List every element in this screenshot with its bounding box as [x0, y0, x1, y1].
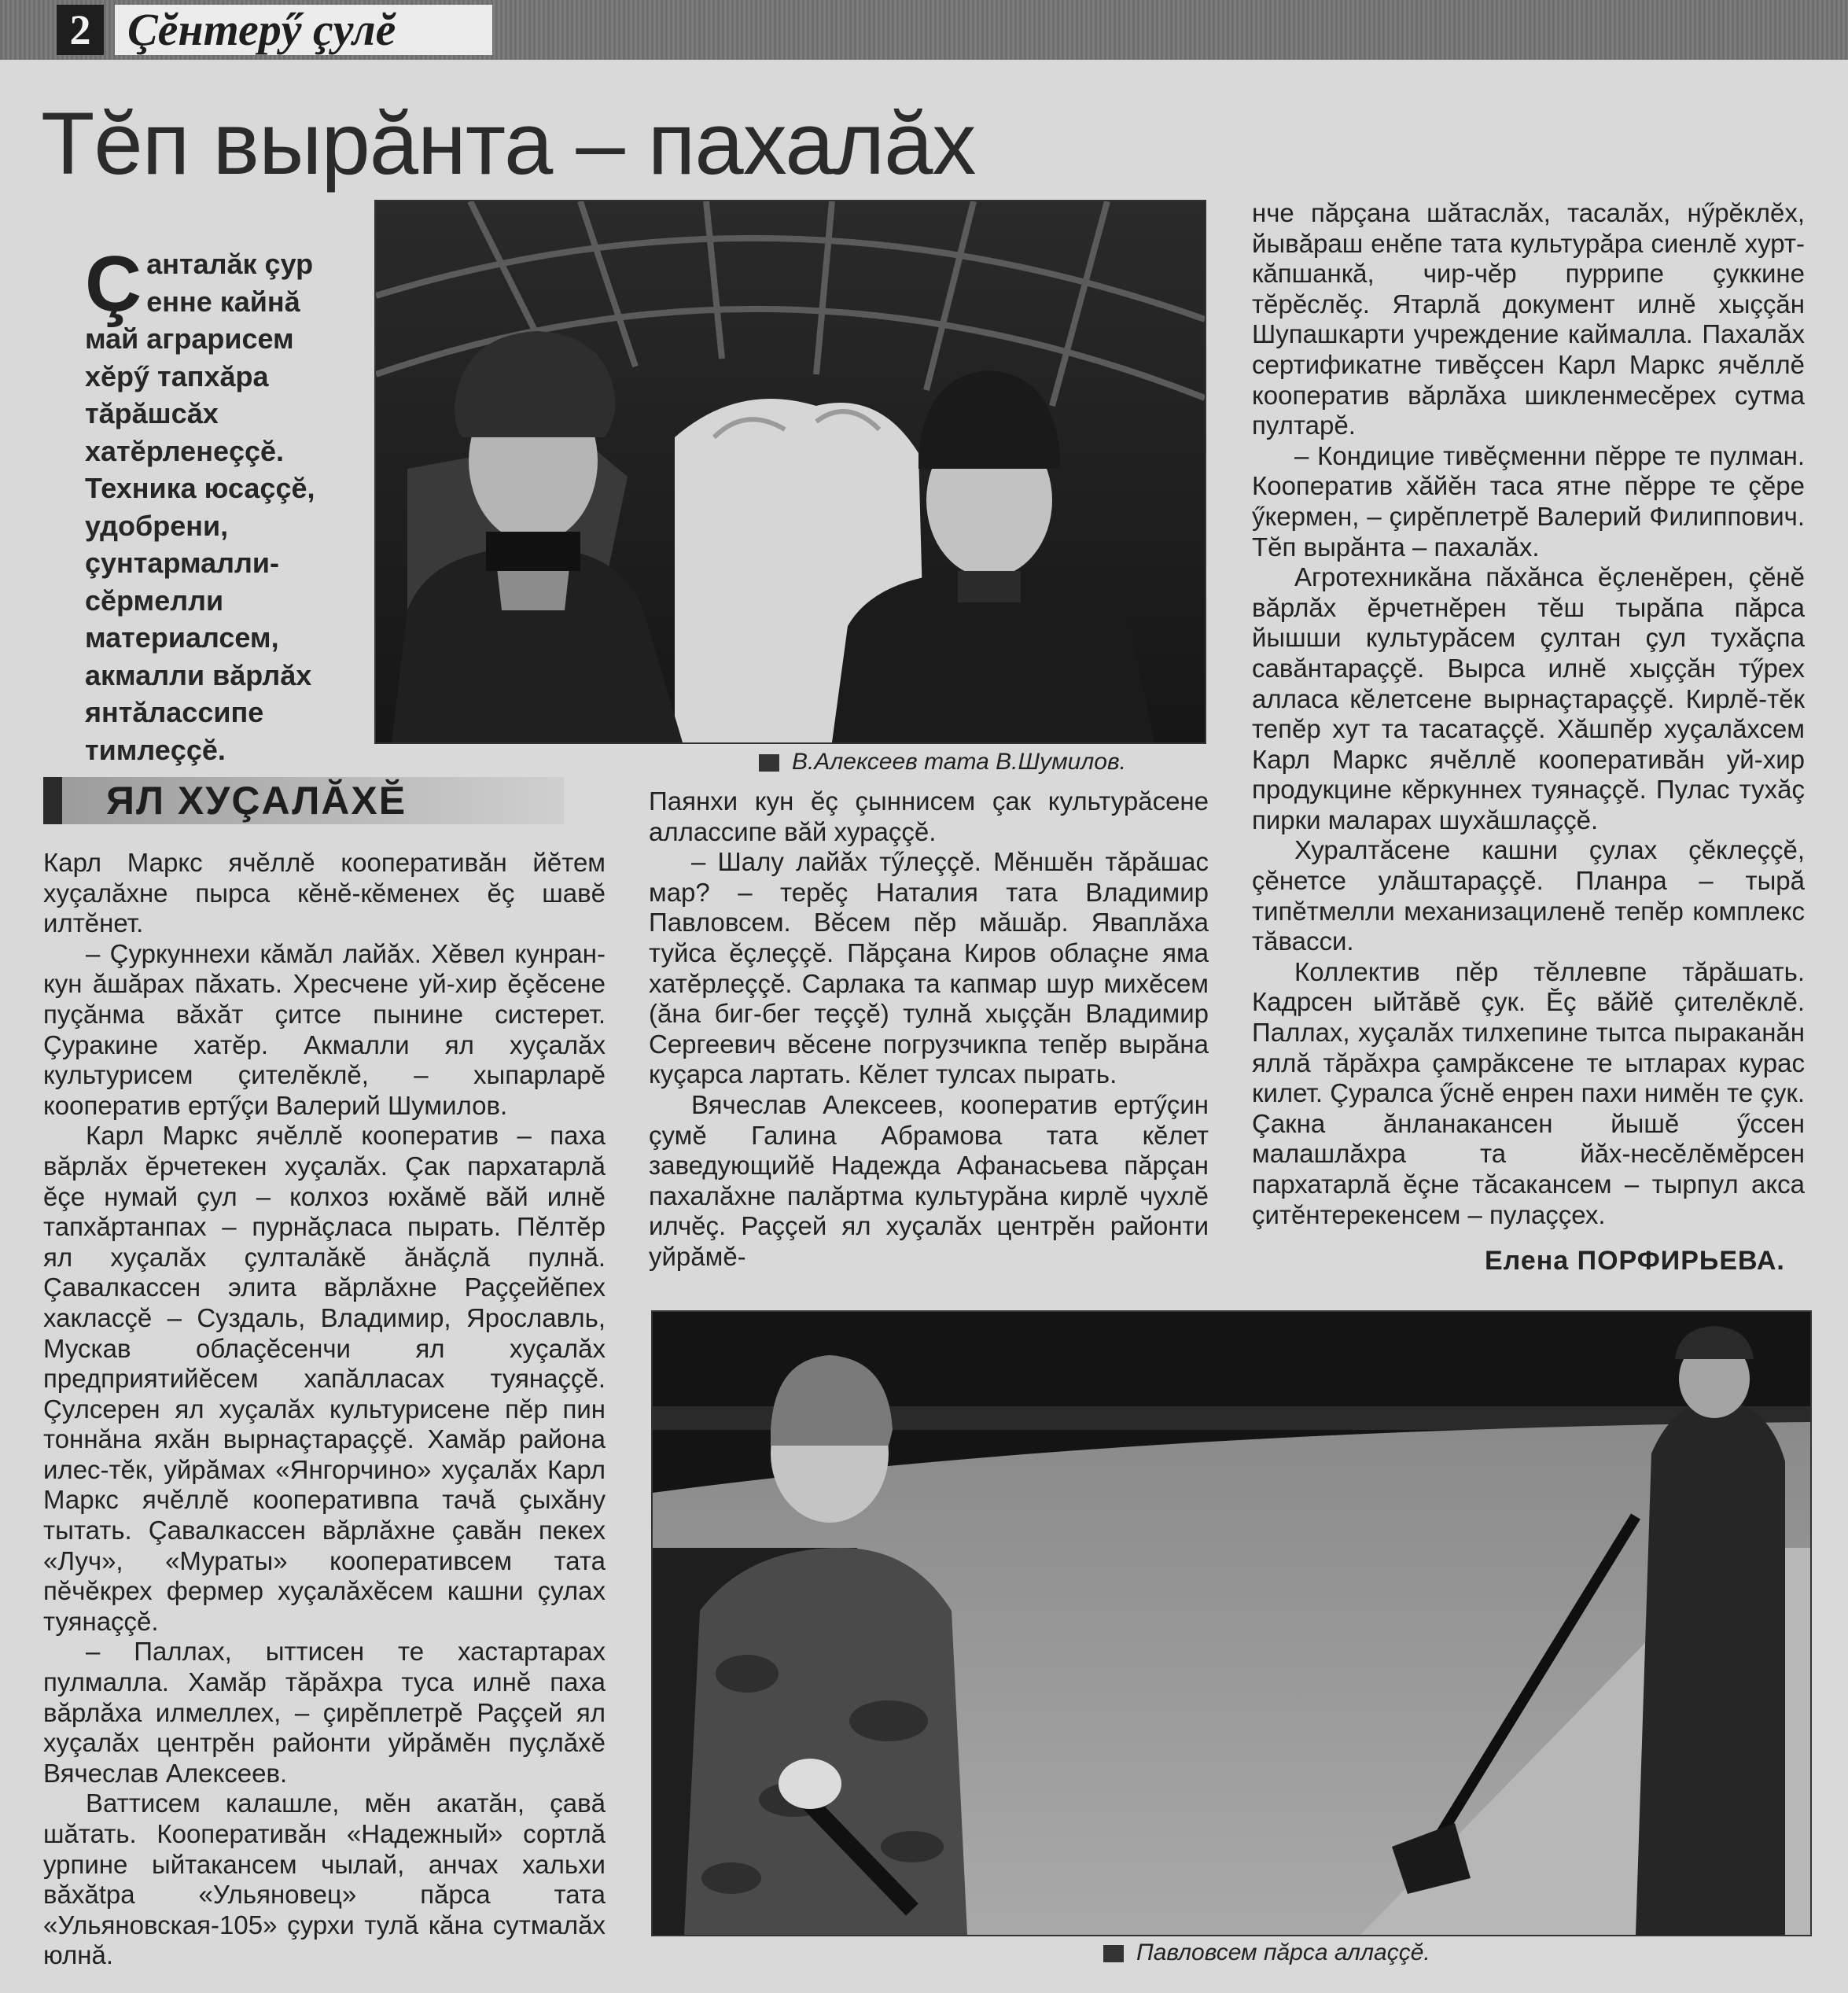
photo-workers-grain-image [653, 1312, 1810, 1935]
rubric-label [43, 777, 564, 824]
author-signature: Елена ПОРФИРЬЕВА. [1485, 1246, 1785, 1276]
paragraph: – Кондицие тивĕçменни пĕрре те пулман. Кооператив хăйĕн таса ятне пĕрре те çĕре ӳкермен, – çирĕплетрĕ Валерий Филиппович. Тĕп вырăнта – пахалăх. [1252, 440, 1805, 562]
paragraph: Ваттисем калашле, мĕн акатăн, çавă шăтать. Кооперативăн «Надежный» сортлă урпине ыйтакансем чылай, анчах хальхи вăхătра «Ульяновец» пăрса тата «Ульяновская-105» çурхи тулă кăна сутмалăх юлнă. [43, 1789, 606, 1970]
photo-workers-grain [651, 1310, 1812, 1936]
text-column-1 [43, 848, 606, 1971]
lead-drop-cap: Ç [85, 240, 142, 328]
paragraph: Паянхи кун ĕç çыннисем çак культурăсене аллассипе вăй хураççĕ. [649, 787, 1209, 846]
section-title: Çĕнтерӳ çулĕ [115, 5, 492, 55]
text-column-3 [1252, 198, 1805, 1230]
rubric-text: ЯЛ ХУÇАЛĂХĔ [106, 779, 407, 823]
photo-two-men [374, 200, 1206, 744]
caption-bottom [1103, 1940, 1430, 1966]
page-number: 2 [57, 5, 104, 55]
paragraph: – Çуркуннехи кăмăл лайăх. Хĕвел кунран-кун ăшăрах пăхать. Хресчене уй-хир ĕçĕсене пуçăнма вăхăт çитсе пынине систерет. Çуракине хатĕр. Акмалли ял хуçалăх культурисем çителĕклĕ, – хыпарларĕ кооператив ертӳçи Валерий Шумилов. [43, 938, 606, 1120]
article-lead [85, 240, 352, 768]
paragraph: Хуралтăсене кашни çулах çĕклеççĕ, çĕнетсе улăштараççĕ. Планра – тырă типĕтмелли механизациленĕ тепĕр комплекс тăвасси. [1252, 835, 1805, 956]
caption-square-icon [759, 754, 779, 772]
paragraph: Карл Маркс ячĕллĕ кооперативăн йĕтем хуçалăхне пырса кĕнĕ-кĕменех ĕç шавĕ илтĕнет. [43, 848, 606, 938]
caption-top [759, 749, 1126, 775]
paragraph: – Шалу лайăх тӳлеççĕ. Мĕншĕн тăрăшас мар? – терĕç Наталия тата Владимир Павловсем. Вĕсем пĕр мăшăр. Яваплăха туйса ĕçлеççĕ. Пăрçана Киров облаçне яма хатĕрлеççĕ. Сарлака та капмар шур михĕсем (ăна биг-бег теççĕ) тулнă хыççăн Владимир Сергеевич вĕсене погрузчикпа тепĕр вырăна куçарса лартать. Кĕлет тулсах пырать. [649, 847, 1209, 1089]
paragraph: Коллектив пĕр тĕллевпе тăрăшать. Кадрсен ыйтăвĕ çук. Ĕç вăйĕ çителĕклĕ. Паллах, хуçалăх тилхепине тытса пыраканăн яллă тăрăхра çамрăксене те ытларах курас килет. Çуралса ӳснĕ енрен пахи нимĕн те çук. Çакна ăнланакансен йышĕ ӳссен малашлăхра та йăх-несĕлĕмĕрсен пархатарлă ĕçне тăсакансем – тырпул акса çитĕнтерекенсем – пулаççех. [1252, 956, 1805, 1229]
paragraph: Вячеслав Алексеев, кооператив ертӳçин çумĕ Галина Абрамова тата кĕлет заведующийĕ Надежда Афанасьева пăрçан пахалăхне палăртма культурăна кирлĕ чухлĕ илчĕç. Раççей ял хуçалăх центрĕн районти уйрăмĕ- [649, 1089, 1209, 1271]
caption-top-text: В.Алексеев тата В.Шумилов. [792, 749, 1126, 775]
photo-two-men-image [376, 201, 1205, 742]
paragraph: – Паллах, ыттисен те хастартарах пулмалла. Хамăр тăрăхра туса илнĕ паха вăрлăха илмеллех, – çирĕплетрĕ Раççей ял хуçалăх центрĕн районти уйрăмĕн пуçлăхĕ Вячеслав Алексеев. [43, 1637, 606, 1788]
lead-text: анталăк çур енне кайнă май аграрисем хĕрӳ тапхăра тăрăшсăх хатĕрленеççĕ. Техника юсаççĕ, удобрени, çунтармалли-сĕрмелли материалсем, акмалли вăрлăх янтăлассипе тимлеççĕ. [85, 248, 315, 766]
paragraph: Карл Маркс ячĕллĕ кооператив – паха вăрлăх ĕрчетекен хуçалăх. Çак пархатарлă ĕçе нумай çул – колхоз юхăмĕ вăй илнĕ тапхăртанпах – пурнăçласа пырать. Пĕлтĕр ял хуçалăх çулталăкĕ ăнăçлă пулнă. Çавалкассен элита вăрлăхне Раççейĕпех хакласçĕ – Суздаль, Владимир, Ярославль, Мускав облаçĕсенчи ял хуçалăх предприятийĕсем хапăлласах туянаççĕ. Çулсерен ял хуçалăх культурисене пĕр пин тоннăна яхăн вырнаçтараççĕ. Хамăр района илес-тĕк, уйрăмах «Янгорчино» хуçалăх Карл Маркс ячĕллĕ кооперативпа тачă çыхăну тытать. Çавалкассен вăрлăхне çавăн пекех «Луч», «Мураты» кооперативсем тата пĕчĕкрех фермер хуçалăхĕсем кашни çулах туянаççĕ. [43, 1121, 606, 1636]
article-headline: Тĕп вырăнта – пахалăх [41, 94, 976, 193]
caption-bottom-text: Павловсем пăрса аллаççĕ. [1136, 1940, 1430, 1965]
paragraph: Агротехникăна пăхăнса ĕçленĕрен, çĕнĕ вăрлăх ĕрчетнĕрен тĕш тырăпа пăрса йышши культурăсем çултан çул тухăçпа савăнтараççĕ. Вырса илнĕ хыççăн тӳрех алласа кĕлетсене вырнаçтараççĕ. Кирлĕ-тĕк тепĕр хут та тасатаççĕ. Хăшпĕр хуçалăхсем Карл Маркс ячĕллĕ кооперативăн уй-хир продукцине кĕркуннех туянаççĕ. Пулас тухăç пирки маларах шухăшлаççĕ. [1252, 562, 1805, 834]
text-column-2 [649, 787, 1209, 1273]
caption-square-icon [1103, 1945, 1124, 1962]
rubric-marker [43, 777, 62, 824]
paragraph: нче пăрçана шăтаслăх, тасалăх, нӳрĕклĕх, йывăраш енĕпе тата культурăра сиенлĕ хурт-кăпшанкă, чир-чĕр пуррипе çуккине тĕрĕслĕç. Ятарлă документ илнĕ хыççăн Шупашкарти учреждение каймалла. Пахалăх сертификатне тивĕçсен Карл Маркс ячĕллĕ кооператив вăрлăха шикленмесĕрех сутма пултарĕ. [1252, 198, 1805, 440]
